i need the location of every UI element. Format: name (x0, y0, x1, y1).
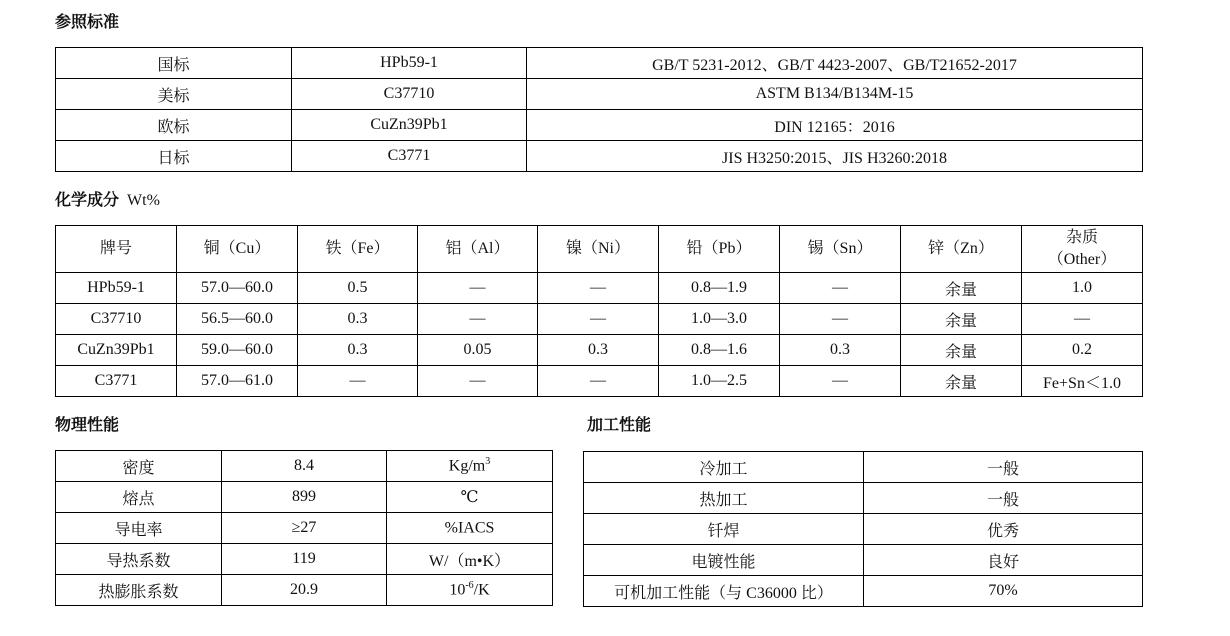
column-header: 铝（Al） (418, 226, 538, 273)
physical-section-title (55, 415, 119, 435)
table-row (56, 141, 1143, 172)
table-row (584, 514, 1143, 545)
column-header: 锡（Sn） (780, 226, 901, 273)
standard-spec: JIS H3250:2015、JIS H3260:2018 (527, 141, 1143, 172)
property-value: 20.9 (222, 575, 387, 606)
column-header: 铜（Cu） (177, 226, 298, 273)
standard-grade: C37710 (292, 79, 527, 110)
table-cell: — (780, 304, 901, 335)
table-cell: 57.0—61.0 (177, 366, 298, 397)
column-header: 牌号 (56, 226, 177, 273)
table-row (56, 482, 553, 513)
table-cell: 余量 (901, 335, 1022, 366)
unit-text: W/（m•K） (428, 552, 511, 570)
processing-properties-table (583, 451, 1143, 607)
composition-title-text: 化学成分 (55, 190, 120, 209)
table-row (56, 513, 553, 544)
process-rating: 一般 (864, 483, 1143, 514)
property-name: 密度 (56, 451, 222, 482)
physical-title-text: 物理性能 (55, 415, 120, 434)
table-row (584, 576, 1143, 607)
composition-unit: Wt% (127, 192, 160, 209)
property-value: 119 (222, 544, 387, 575)
property-unit (387, 544, 553, 575)
table-row (584, 483, 1143, 514)
unit-superscript: -6 (465, 580, 474, 592)
standards-table (55, 47, 1143, 172)
table-row (56, 544, 553, 575)
table-row (56, 335, 1143, 366)
standard-region: 美标 (56, 79, 292, 110)
standard-region: 欧标 (56, 110, 292, 141)
unit-text: ℃ (460, 489, 479, 506)
property-name: 导热系数 (56, 544, 222, 575)
table-cell: 0.8—1.6 (659, 335, 780, 366)
table-row (584, 545, 1143, 576)
table-row (56, 79, 1143, 110)
table-cell: 59.0—60.0 (177, 335, 298, 366)
standard-region: 日标 (56, 141, 292, 172)
composition-table (55, 225, 1143, 397)
table-cell: — (418, 304, 538, 335)
processing-section-title (587, 415, 651, 435)
standard-grade: CuZn39Pb1 (292, 110, 527, 141)
standard-grade: HPb59-1 (292, 48, 527, 79)
property-value: 899 (222, 482, 387, 513)
table-cell: 0.2 (1022, 335, 1143, 366)
column-header-line: （Other） (1047, 251, 1117, 268)
unit-text: %IACS (444, 519, 495, 537)
table-row (56, 48, 1143, 79)
standards-section-title (55, 12, 119, 32)
property-value: ≥27 (222, 513, 387, 544)
property-unit (387, 575, 553, 606)
table-cell: CuZn39Pb1 (56, 335, 177, 366)
table-cell: 0.5 (298, 273, 418, 304)
table-cell: 余量 (901, 273, 1022, 304)
table-row (56, 304, 1143, 335)
physical-properties-table (55, 450, 553, 606)
table-cell: 0.3 (780, 335, 901, 366)
table-cell: HPb59-1 (56, 273, 177, 304)
process-name: 冷加工 (584, 452, 864, 483)
table-cell: 余量 (901, 366, 1022, 397)
table-cell: Fe+Sn＜1.0 (1022, 366, 1143, 397)
table-cell: — (780, 366, 901, 397)
table-cell: 56.5—60.0 (177, 304, 298, 335)
standard-grade: C3771 (292, 141, 527, 172)
process-name: 电镀性能 (584, 545, 864, 576)
table-cell: — (780, 273, 901, 304)
table-cell: 余量 (901, 304, 1022, 335)
table-cell: — (538, 366, 659, 397)
property-name: 热膨胀系数 (56, 575, 222, 606)
table-row (56, 451, 553, 482)
table-cell: C3771 (56, 366, 177, 397)
property-name: 熔点 (56, 482, 222, 513)
process-rating: 70% (864, 576, 1143, 607)
property-unit (387, 451, 553, 482)
unit-suffix: /K (473, 581, 490, 599)
column-header (1022, 226, 1143, 273)
property-value: 8.4 (222, 451, 387, 482)
table-cell: — (1022, 304, 1143, 335)
table-row (56, 273, 1143, 304)
table-cell: 0.3 (298, 335, 418, 366)
process-name: 可机加工性能（与 C36000 比） (584, 576, 864, 607)
table-cell: — (538, 273, 659, 304)
composition-section-title (55, 190, 160, 211)
property-unit (387, 513, 553, 544)
processing-title-text: 加工性能 (587, 415, 652, 434)
standards-title-text: 参照标准 (55, 12, 120, 31)
table-cell: 0.05 (418, 335, 538, 366)
table-cell: 1.0—3.0 (659, 304, 780, 335)
unit-superscript: 3 (485, 456, 491, 468)
table-row (584, 452, 1143, 483)
table-header-row (56, 226, 1143, 273)
standard-spec: GB/T 5231-2012、GB/T 4423-2007、GB/T21652-2017 (527, 48, 1143, 79)
process-rating: 良好 (864, 545, 1143, 576)
table-cell: 0.8—1.9 (659, 273, 780, 304)
property-name: 导电率 (56, 513, 222, 544)
property-unit (387, 482, 553, 513)
standard-spec: DIN 12165：2016 (527, 110, 1143, 141)
table-cell: 57.0—60.0 (177, 273, 298, 304)
table-cell: — (298, 366, 418, 397)
column-header: 铁（Fe） (298, 226, 418, 273)
table-row (56, 366, 1143, 397)
process-name: 钎焊 (584, 514, 864, 545)
table-cell: — (418, 366, 538, 397)
standard-region: 国标 (56, 48, 292, 79)
table-row (56, 110, 1143, 141)
standard-spec: ASTM B134/B134M-15 (527, 79, 1143, 110)
table-cell: — (418, 273, 538, 304)
process-rating: 优秀 (864, 514, 1143, 545)
table-row (56, 575, 553, 606)
column-header-line: 杂质 (1065, 229, 1098, 246)
unit-text: 10 (449, 581, 466, 599)
column-header: 锌（Zn） (901, 226, 1022, 273)
process-rating: 一般 (864, 452, 1143, 483)
table-cell: C37710 (56, 304, 177, 335)
table-cell: — (538, 304, 659, 335)
table-cell: 0.3 (538, 335, 659, 366)
table-cell: 1.0 (1022, 273, 1143, 304)
unit-text: Kg/m (448, 457, 486, 475)
column-header: 铅（Pb） (659, 226, 780, 273)
table-cell: 1.0—2.5 (659, 366, 780, 397)
process-name: 热加工 (584, 483, 864, 514)
column-header: 镍（Ni） (538, 226, 659, 273)
table-cell: 0.3 (298, 304, 418, 335)
